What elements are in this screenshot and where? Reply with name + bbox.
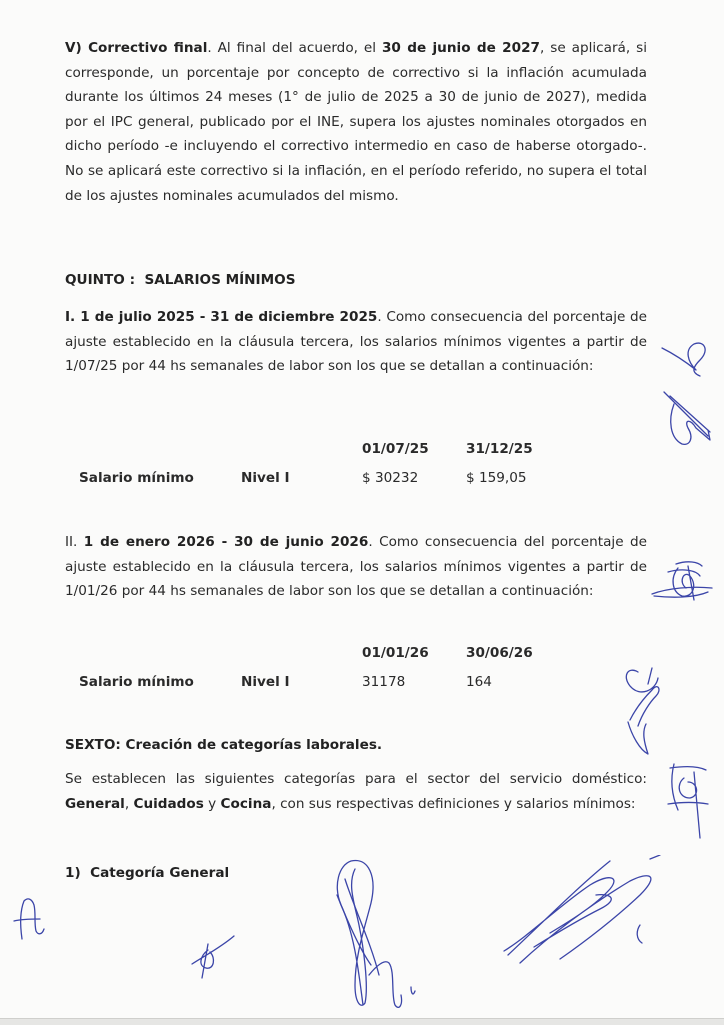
table-header: 31/12/25 <box>466 441 533 457</box>
table-header: 01/07/25 <box>362 441 429 457</box>
table-header: 30/06/26 <box>466 645 533 661</box>
text-run: , <box>124 795 134 812</box>
row-level: Nivel I <box>241 674 290 690</box>
category-cuidados: Cuidados <box>133 795 204 812</box>
paragraph-correctivo-final <box>65 36 647 208</box>
text-run: Se establecen las siguientes categorías para el sector del servicio doméstico: <box>65 771 647 787</box>
text-run: , se aplicará, si corresponde, un porcentaje por concepto de correctivo si la inflación acumulada durante los últimos 24 meses (1° de julio de 2025 a 30 de junio de 2027), medida por el IPC general, publicado por el INE, supera los ajustes nominales otorgados en dicho período -e incluyendo el correctivo intermedio en caso de haberse otorgado-. No se aplicará este correctivo si la inflación, en el período referido, no supera el total de los ajustes nominales acumulados del mismo. <box>65 40 647 204</box>
row-label: Salario mínimo <box>79 470 194 486</box>
row-level: Nivel I <box>241 470 290 486</box>
text-run: . Como consecuencia del porcentaje de ajuste establecido en la cláusula tercera, los salarios mínimos vigentes a partir de 1/07/25 por 44 hs semanales de labor son los que se detallan a continuación: <box>65 309 648 375</box>
signature-initials-6 <box>190 930 240 980</box>
table-cell: $ 30232 <box>362 470 419 486</box>
heading-quinto: QUINTO : SALARIOS MÍNIMOS <box>65 272 296 288</box>
paragraph-sexto <box>65 767 647 816</box>
correctivo-date: 30 de junio de 2027 <box>381 40 541 56</box>
period-2-label: 1 de enero 2026 - 30 de junio 2026 <box>83 534 369 550</box>
subheading-categoria-general: 1) Categoría General <box>65 865 230 881</box>
category-cocina: Cocina <box>220 795 272 812</box>
text-run: y <box>203 795 221 812</box>
paragraph-period-1 <box>65 305 647 379</box>
category-general: General <box>65 795 125 812</box>
table-cell: 164 <box>466 674 492 690</box>
signature-main-1 <box>325 855 445 1015</box>
heading-sexto: SEXTO: Creación de categorías laborales. <box>65 737 383 753</box>
text-run: , con sus respectivas definiciones y salarios mínimos: <box>271 795 636 812</box>
row-label: Salario mínimo <box>79 674 194 690</box>
table-cell: 31178 <box>362 674 406 690</box>
paragraph-period-2 <box>65 530 647 604</box>
text-run: . Al final del acuerdo, el <box>207 40 382 56</box>
period-2-prefix: II. <box>65 534 84 550</box>
correctivo-label: V) Correctivo final <box>65 40 208 56</box>
table-header: 01/01/26 <box>362 645 429 661</box>
signature-initials-5 <box>8 895 48 945</box>
signature-main-2 <box>500 855 670 965</box>
signature-initials-3 <box>618 662 672 762</box>
text-run: . Como consecuencia del porcentaje de ajuste establecido en la cláusula tercera, los salarios mínimos vigentes a partir de 1/01/26 por 44 hs semanales de labor son los que se detallan a continuación: <box>65 534 647 600</box>
signature-initials-1 <box>660 340 724 460</box>
signature-initials-4 <box>664 760 712 840</box>
signature-initials-2 <box>648 558 718 604</box>
table-cell: $ 159,05 <box>466 470 527 486</box>
period-1-label: I. 1 de julio 2025 - 31 de diciembre 2025 <box>65 309 378 325</box>
